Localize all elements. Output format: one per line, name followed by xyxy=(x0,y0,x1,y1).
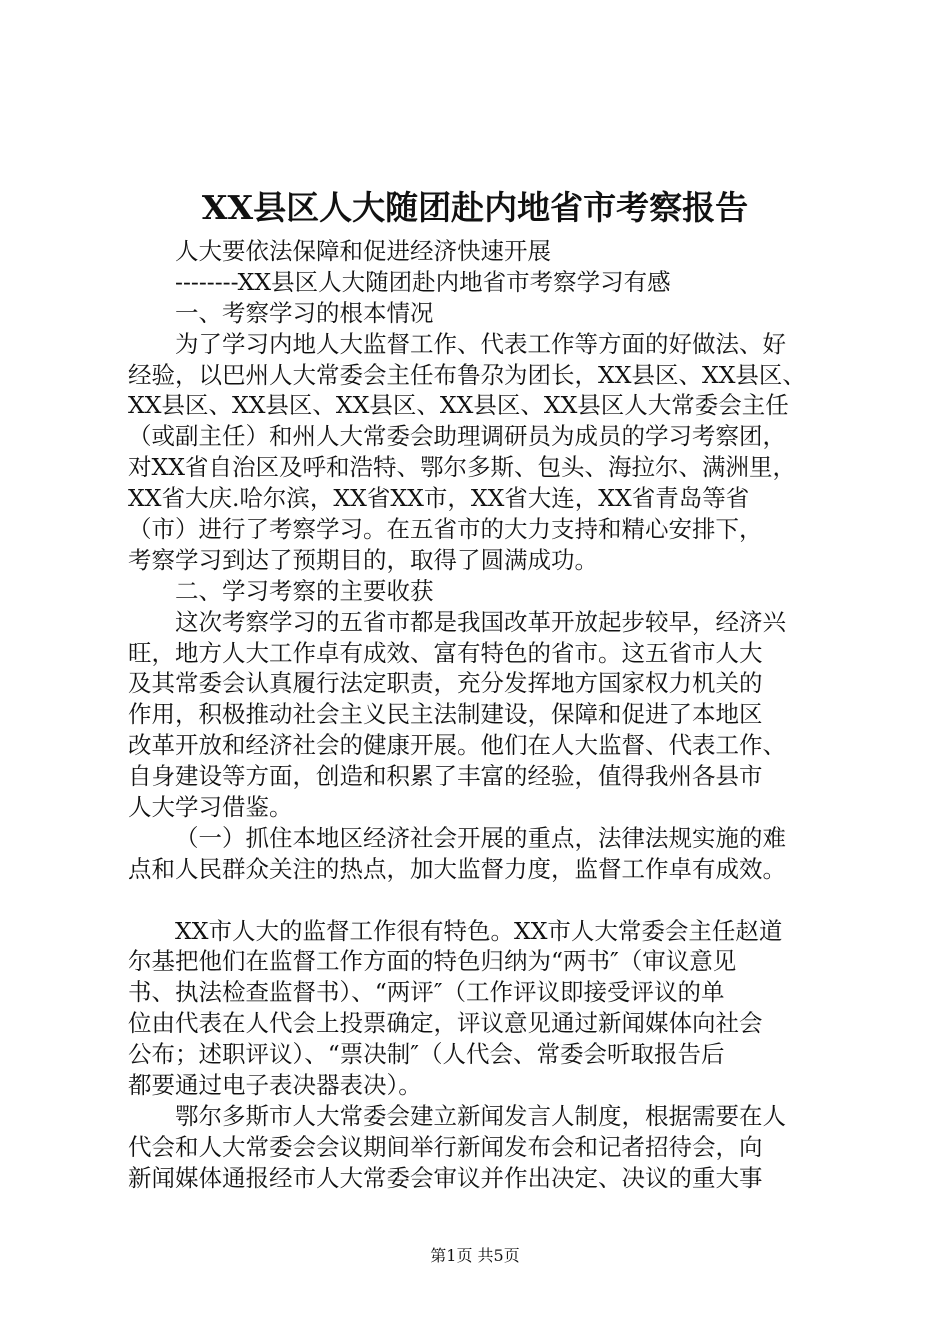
page-footer: 第1页 共5页 xyxy=(430,1246,520,1265)
text-line: 改革开放和经济社会的健康开展。他们在人大监督、代表工作、 xyxy=(128,731,786,760)
text-line: 经验，以巴州人大常委会主任布鲁尕为团长，XX县区、XX县区、 xyxy=(128,360,806,389)
text-line: 旺，地方人大工作卓有成效、富有特色的省市。这五省市人大 xyxy=(128,638,763,667)
text-line: 点和人民群众关注的热点，加大监督力度，监督工作卓有成效。 xyxy=(128,854,786,883)
text-line: 考察学习到达了预期目的，取得了圆满成功。 xyxy=(128,545,598,574)
document-title: XX县区人大随团赴内地省市考察报告 xyxy=(201,188,749,227)
text-line: 书、执法检查监督书）、“两评″（工作评议即接受评议的单 xyxy=(128,978,725,1007)
text-line: 一、考察学习的根本情况 xyxy=(175,298,434,327)
text-line: 尔基把他们在监督工作方面的特色归纳为“两书″（审议意见 xyxy=(128,947,737,976)
blank-line xyxy=(128,885,834,916)
text-line: 自身建设等方面，创造和积累了丰富的经验，值得我州各县市 xyxy=(128,762,763,791)
text-line: 鄂尔多斯市人大常委会建立新闻发言人制度，根据需要在人 xyxy=(175,1101,786,1130)
text-line: 新闻媒体通报经市人大常委会审议并作出决定、决议的重大事 xyxy=(128,1163,763,1192)
text-line: 都要通过电子表决器表决）。 xyxy=(128,1071,422,1100)
text-line: XX县区、XX县区、XX县区、XX县区、XX县区人大常委会主任 xyxy=(128,391,789,420)
text-line: 作用，积极推动社会主义民主法制建设，保障和促进了本地区 xyxy=(128,700,763,729)
text-line: XX省大庆.哈尔滨，XX省XX市，XX省大连，XX省青岛等省 xyxy=(128,484,750,513)
text-line: 及其常委会认真履行法定职责，充分发挥地方国家权力机关的 xyxy=(128,669,763,698)
text-line: 二、学习考察的主要收获 xyxy=(175,576,434,605)
text-line: 这次考察学习的五省市都是我国改革开放起步较早，经济兴 xyxy=(175,607,786,636)
document-body xyxy=(128,236,834,1194)
text-line: 代会和人大常委会会议期间举行新闻发布会和记者招待会，向 xyxy=(128,1132,763,1161)
text-line: 人大学习借鉴。 xyxy=(128,793,293,822)
text-line: （一）抓住本地区经济社会开展的重点，法律法规实施的难 xyxy=(175,823,786,852)
text-line: 人大要依法保障和促进经济快速开展 xyxy=(175,237,551,265)
text-line: （或副主任）和州人大常委会助理调研员为成员的学习考察团， xyxy=(128,422,786,451)
text-line: （市）进行了考察学习。在五省市的大力支持和精心安排下， xyxy=(128,515,763,544)
text-line: --------XX县区人大随团赴内地省市考察学习有感 xyxy=(175,267,671,296)
text-line: 公布；述职评议）、“票决制″（人代会、常委会听取报告后 xyxy=(128,1040,725,1069)
text-line: XX市人大的监督工作很有特色。XX市人大常委会主任赵道 xyxy=(175,916,783,945)
text-line: 对XX省自治区及呼和浩特、鄂尔多斯、包头、海拉尔、满洲里， xyxy=(128,453,796,482)
text-line: 为了学习内地人大监督工作、代表工作等方面的好做法、好 xyxy=(175,329,786,358)
text-line: 位由代表在人代会上投票确定，评议意见通过新闻媒体向社会 xyxy=(128,1009,763,1038)
